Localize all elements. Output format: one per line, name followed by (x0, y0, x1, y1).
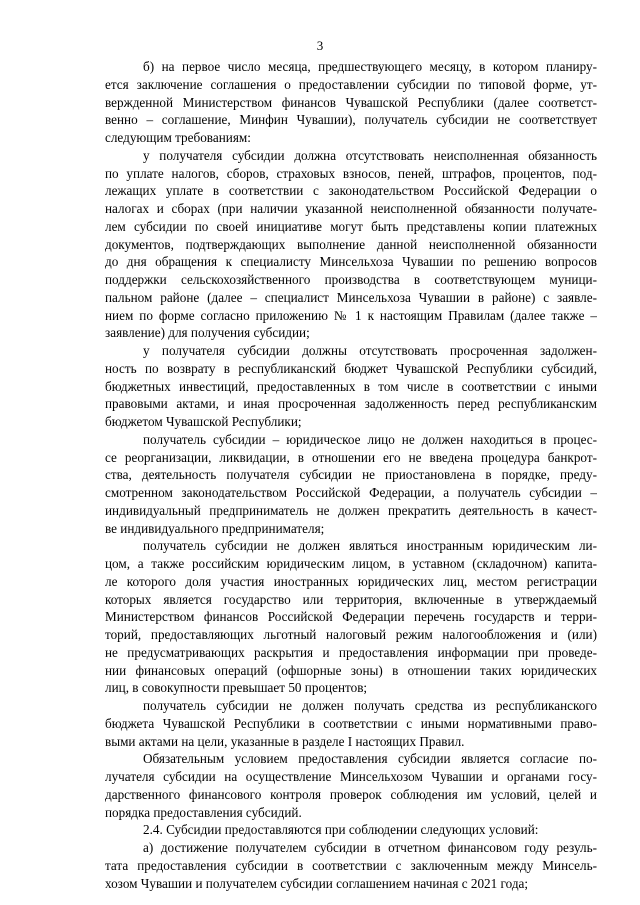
paragraph-line: тата предоставления субсидии в соответствии с заключенным между Минсель- (105, 857, 597, 873)
paragraph-line: индивидуальный предприниматель не должен прекратить деятельность в качест- (105, 502, 597, 518)
paragraph-line: до дня обращения к специалисту Минсельхоза Чувашии по решению вопросов (105, 254, 597, 270)
paragraph-line: хозом Чувашии и получателем субсидии соглашением начиная с 2021 года; (105, 875, 529, 891)
paragraph-line: не предусматривающих раскрытия и предоставления информации при проведе- (105, 644, 597, 660)
paragraph-first-line: получатель субсидии не должен получать средства из республиканского (143, 698, 597, 713)
paragraph-line: документов, подтверждающих выполнение данной неисполненной обязанности (105, 236, 597, 252)
paragraph-line: по уплате налогов, сборов, страховых взносов, пеней, штрафов, процентов, под- (105, 165, 597, 181)
paragraph-first-line: Обязательным условием предоставления субсидии является согласие по- (143, 751, 597, 767)
paragraph-line: бюджетом Чувашской Республики; (105, 414, 302, 429)
paragraph-line: цом, а также российским юридическим лицом, в уставном (складочном) капита- (105, 556, 597, 571)
paragraph-line: лежащих уплате в соответствии с законодательством Российской Федерации о (105, 183, 597, 199)
paragraph-line: Министерством финансов Российской Федерации перечень государств и терри- (105, 609, 597, 625)
paragraph-line: налогах и сборах (при наличии указанной неисполненной обязанности получате- (105, 201, 597, 216)
paragraph-line: венно – соглашение, Минфин Чувашии), получатель субсидии не соответствует (105, 112, 597, 128)
paragraph-line: лиц, в совокупности превышает 50 процентов; (105, 680, 368, 696)
paragraph-line: смотренном законодательством Российской Федерации, а получатель субсидии – (105, 485, 597, 500)
paragraph-first-line: у получателя субсидии должны отсутствовать просроченная задолжен- (143, 343, 597, 358)
paragraph-line: ность по возврату в республиканский бюджет Чувашской Республики субсидий, (105, 360, 597, 376)
paragraph-line: ве индивидуального предпринимателя; (105, 520, 325, 536)
paragraph-first-line: получатель субсидии не должен являться иностранным юридическим ли- (143, 538, 597, 554)
paragraph-line: следующим требованиям: (105, 130, 251, 145)
paragraph-line: правовыми актами, и иная просроченная задолженность перед республиканским (105, 396, 597, 412)
paragraph-line: лем субсидии по своей инициативе могут быть представлены копии платежных (105, 218, 597, 234)
page-number: 3 (316, 38, 324, 53)
paragraph-line: бюджета Чувашской Республики в соответствии с иными нормативными право- (105, 715, 597, 731)
paragraph-line: которых является государство или территория, включенные в утверждаемый (105, 591, 597, 607)
paragraph-line: порядка предоставления субсидий. (105, 804, 302, 820)
paragraph-line: нии финансовых операций (офшорные зоны) в отношении таких юридических (105, 662, 597, 678)
paragraph-line: пальном районе (далее – специалист Минсельхоза Чувашии в районе) с заявле- (105, 289, 597, 305)
paragraph-line: нием по форме согласно приложению № 1 к настоящим Правилам (далее также – (105, 307, 597, 323)
paragraph-line: лучателя субсидии на осуществление Минсельхозом Чувашии и органами госу- (105, 769, 597, 784)
paragraph-line: ется заключение соглашения о предоставлении субсидии по типовой форме, ут- (105, 76, 597, 92)
paragraph-first-line: получатель субсидии – юридическое лицо не должен находиться в процес- (143, 431, 597, 447)
paragraph-first-line: б) на первое число месяца, предшествующего месяцу, в котором планиру- (143, 59, 597, 74)
paragraph-line: поддержки сельскохозяйственного производства в соответствующем муници- (105, 272, 597, 287)
paragraph-line: бюджетных инвестиций, предоставленных в том числе в соответствии с иными (105, 378, 597, 394)
paragraph-first-line: 2.4. Субсидии предоставляются при соблюдении следующих условий: (143, 822, 539, 838)
paragraph-line: дарственного финансового контроля проверок соблюдения им условий, целей и (105, 786, 597, 802)
paragraph-line: торий, предоставляющих льготный налоговый режим налогообложения и (или) (105, 627, 597, 642)
paragraph-first-line: а) достижение получателем субсидии в отчетном финансовом году резуль- (143, 840, 597, 855)
paragraph-line: ле которого доля участия иностранных юридических лиц, местом регистрации (105, 573, 597, 589)
paragraph-line: се реорганизации, ликвидации, в отношении его не введена процедура банкрот- (105, 449, 597, 465)
document-body (105, 58, 597, 892)
paragraph-line: ства, деятельность получателя субсидии не приостановлена в порядке, преду- (105, 467, 597, 483)
paragraph-line: заявление) для получения субсидии; (105, 325, 310, 341)
paragraph-line: выми актами на цели, указанные в разделе I настоящих Правил. (105, 733, 465, 749)
paragraph-first-line: у получателя субсидии должна отсутствовать неисполненная обязанность (143, 147, 597, 163)
paragraph-line: вержденной Министерством финансов Чувашской Республики (далее соответст- (105, 94, 597, 110)
